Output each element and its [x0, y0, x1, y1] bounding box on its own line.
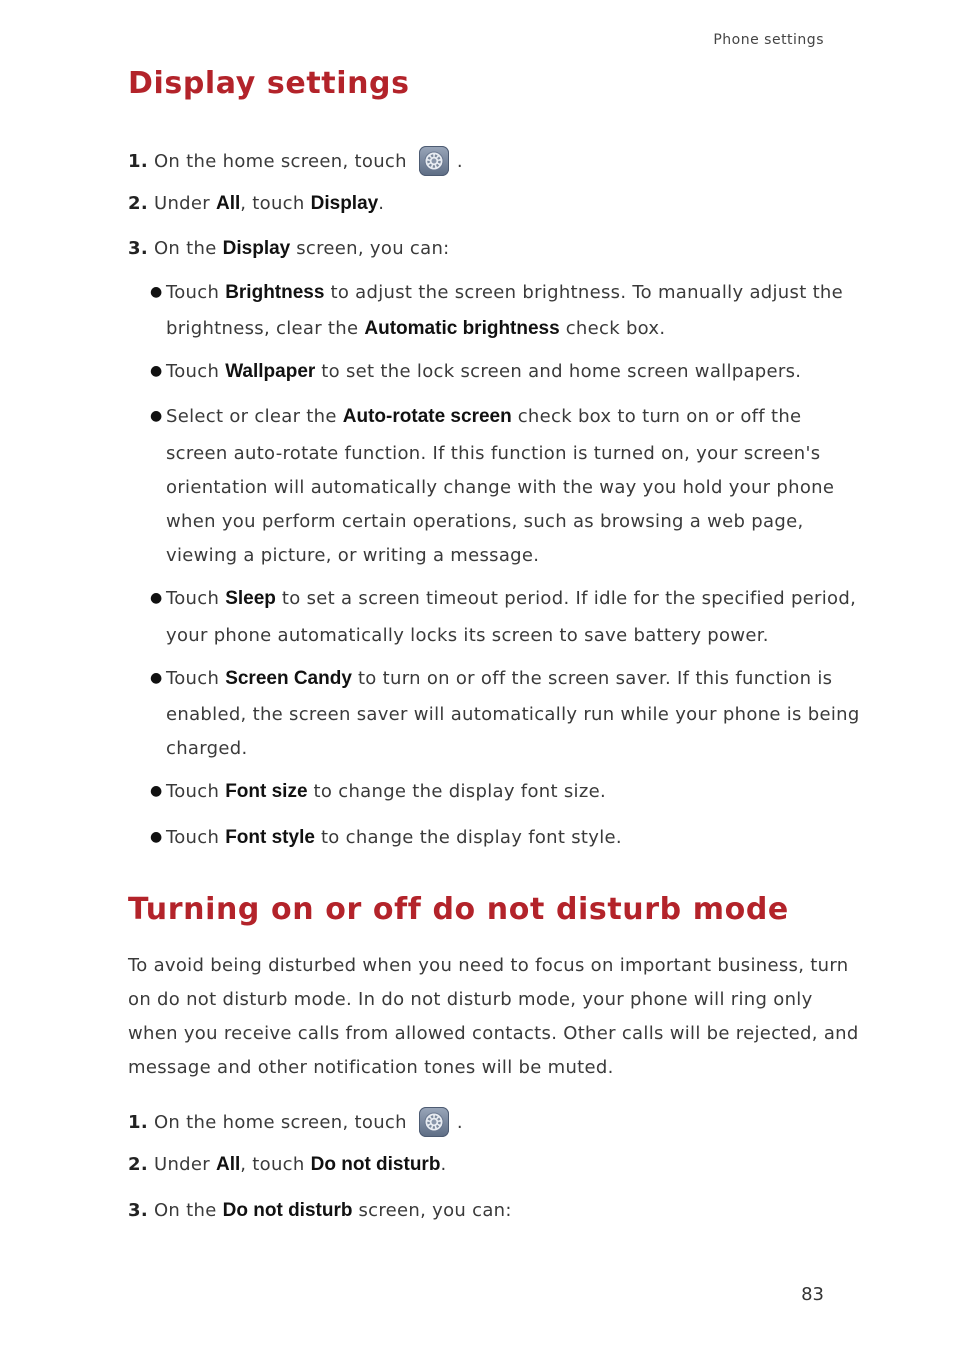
dnd-intro-line2: on do not disturb mode. In do not disturb mode, your phone will ring only: [128, 989, 813, 1010]
display-step-2: 2. Under All, touch Display.: [128, 193, 385, 214]
bullet-brightness: Touch Brightness to adjust the screen brightness. To manually adjust the: [166, 282, 844, 303]
bullet-dot: ●: [150, 829, 163, 845]
page-number: 83: [801, 1284, 824, 1305]
bullet-brightness-cont: brightness, clear the Automatic brightness check box.: [166, 318, 666, 339]
bullet-dot: ●: [150, 408, 163, 424]
bullet-font-style: Touch Font style to change the display font style.: [166, 827, 622, 848]
dnd-intro-line1: To avoid being disturbed when you need to focus on important business, turn: [128, 955, 849, 976]
bullet-dot: ●: [150, 590, 163, 606]
bullet-auto-rotate-line3: orientation will automatically change with the way you hold your phone: [166, 477, 835, 498]
bullet-dot: ●: [150, 670, 163, 686]
bullet-wallpaper: Touch Wallpaper to set the lock screen and home screen wallpapers.: [166, 361, 802, 382]
dnd-step-2: 2. Under All, touch Do not disturb.: [128, 1154, 447, 1175]
bullet-dot: ●: [150, 284, 163, 300]
bullet-auto-rotate-line5: viewing a picture, or writing a message.: [166, 545, 540, 566]
dnd-intro-line4: message and other notification tones will be muted.: [128, 1057, 614, 1078]
bullet-auto-rotate: Select or clear the Auto-rotate screen check box to turn on or off the: [166, 406, 802, 427]
bullet-auto-rotate-line2: screen auto-rotate function. If this function is turned on, your screen's: [166, 443, 821, 464]
bullet-screen-candy-line2: enabled, the screen saver will automatically run while your phone is being: [166, 704, 860, 725]
dnd-intro-line3: when you receive calls from allowed contacts. Other calls will be rejected, and: [128, 1023, 859, 1044]
bullet-screen-candy-line3: charged.: [166, 738, 248, 759]
display-settings-heading: Display settings: [128, 66, 410, 101]
bullet-auto-rotate-line4: when you perform certain operations, such as browsing a web page,: [166, 511, 804, 532]
bullet-dot: ●: [150, 783, 163, 799]
running-header: Phone settings: [713, 32, 824, 48]
bullet-sleep-line2: your phone automatically locks its screen to save battery power.: [166, 625, 769, 646]
dnd-step-1: 1. On the home screen, touch .: [128, 1107, 463, 1137]
display-step-1: 1. On the home screen, touch .: [128, 146, 463, 176]
settings-gear-icon: [419, 146, 449, 176]
bullet-screen-candy: Touch Screen Candy to turn on or off the screen saver. If this function is: [166, 668, 833, 689]
do-not-disturb-heading: Turning on or off do not disturb mode: [128, 892, 789, 927]
dnd-step-3: 3. On the Do not disturb screen, you can:: [128, 1200, 512, 1221]
bullet-sleep: Touch Sleep to set a screen timeout period. If idle for the specified period,: [166, 588, 857, 609]
settings-gear-icon: [419, 1107, 449, 1137]
display-step-3: 3. On the Display screen, you can:: [128, 238, 450, 259]
bullet-font-size: Touch Font size to change the display font size.: [166, 781, 606, 802]
bullet-dot: ●: [150, 363, 163, 379]
